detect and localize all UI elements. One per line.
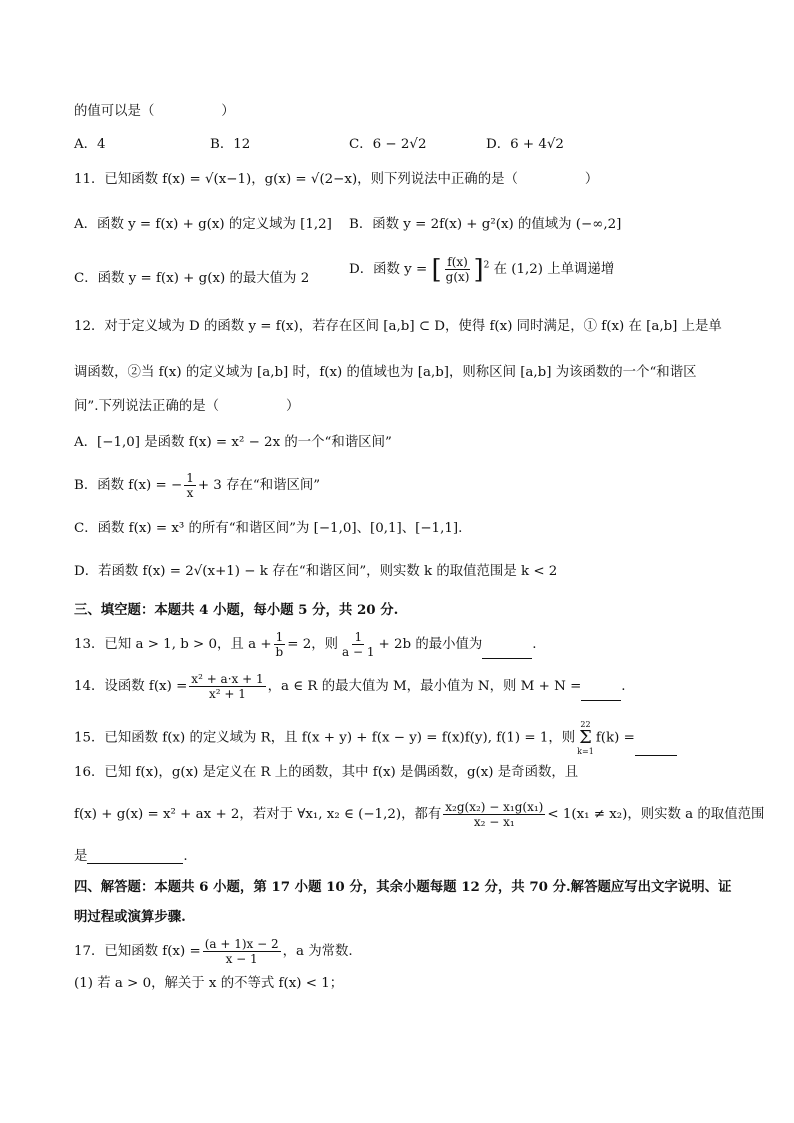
q13-fraction-1 [274, 630, 286, 659]
q11-d-suffix: 在 (1,2) 上单调递增 [493, 262, 615, 277]
q16-answer-blank[interactable] [87, 863, 183, 864]
q14-prefix: 14．设函数 f(x) = [74, 679, 188, 694]
q17-denominator: x − 1 [225, 952, 258, 966]
q16-prefix: f(x) + g(x) = x² + ax + 2，若对于 ∀x₁, x₂ ∈ (−1,2)，都有 [74, 807, 442, 822]
q11-option-c: C．函数 y = f(x) + g(x) 的最大值为 2 [74, 271, 310, 286]
q14: 14．设函数 f(x) = $\frac{\text{x² + a·x + 1}}{\text{x² + 1}}$ ，a ∈ R 的最大值为 M，最小值为 N，则 M + N = . [74, 672, 626, 701]
q16-line3: 是 . [74, 849, 188, 864]
q13-middle: = 2，则 [287, 637, 339, 652]
q11-d-fraction [444, 255, 472, 284]
q17-numerator: (a + 1)x − 2 [204, 937, 279, 951]
q14-numerator: x² + a·x + 1 [191, 672, 264, 686]
q12-b-denominator: x [186, 486, 194, 500]
q16-line3-text: 是 [74, 849, 88, 864]
q12-b-suffix: + 3 存在“和谐区间” [197, 478, 321, 493]
q14-fraction [189, 672, 265, 701]
q12-option-b [74, 471, 320, 500]
q17-suffix: ，a 为常数. [282, 944, 353, 959]
q12-line2: 调函数，②当 f(x) 的定义域为 [a,b] 时，f(x) 的值域也为 [a,b]，则称区间 [a,b] 为该函数的一个“和谐区 [74, 365, 697, 380]
q13-prefix: 13．已知 a > 1, b > 0，且 a + [74, 637, 272, 652]
q14-denominator: x² + 1 [209, 687, 246, 701]
q17-prefix: 17．已知函数 f(x) = [74, 944, 201, 959]
left-bracket: [ [431, 254, 442, 285]
q10-option-d: D．6 + 4√2 [486, 137, 564, 152]
q13-f2-numerator: 1 [354, 630, 363, 644]
q15 [74, 720, 677, 756]
q11-d-numerator: f(x) [447, 255, 468, 269]
section-3-heading: 三、填空题：本题共 4 小题，每小题 5 分，共 20 分. [74, 602, 399, 618]
right-bracket: ] [473, 254, 484, 285]
q11-stem: 11．已知函数 f(x) = √(x−1)，g(x) = √(2−x)，则下列说法中正确的是（ ） [74, 172, 599, 187]
q17-part1: (1) 若 a > 0，解关于 x 的不等式 f(x) < 1； [74, 976, 344, 991]
q16-line2 [74, 800, 764, 829]
q13-f2-denominator: a − 1 [342, 645, 375, 659]
section-4-heading-line1: 四、解答题：本题共 6 小题，第 17 小题 10 分，其余小题每题 12 分，共 70 分.解答题应写出文字说明、证 [74, 879, 732, 895]
q15-suffix: f(k) = [595, 730, 635, 746]
q12-option-c: C．函数 f(x) = x³ 的所有“和谐区间”为 [−1,0]、[0,1]、[−1,1]. [74, 521, 463, 536]
q11-option-a: A．函数 y = f(x) + g(x) 的定义域为 [1,2] [74, 217, 332, 232]
q12-line1: 12．对于定义域为 D 的函数 y = f(x)，若存在区间 [a,b] ⊂ D，使得 f(x) 同时满足，① f(x) 在 [a,b] 上是单 [74, 319, 722, 334]
q12-b-numerator: 1 [186, 471, 194, 485]
q16-suffix: < 1(x₁ ≠ x₂)，则实数 a 的取值范围 [547, 807, 765, 822]
q13-f1-denominator: b [275, 645, 284, 659]
q15-sum-upper: 22 [580, 720, 591, 729]
summation-icon [577, 720, 594, 756]
q14-suffix: ，a ∈ R 的最大值为 M，最小值为 N，则 M + N = [267, 679, 582, 694]
q15-prefix: 15．已知函数 f(x) 的定义域为 R，且 f(x + y) + f(x − y) = f(x)f(y), f(1) = 1，则 [74, 730, 576, 746]
q12-option-a: A．[−1,0] 是函数 f(x) = x² − 2x 的一个“和谐区间” [74, 435, 392, 450]
q13-suffix: + 2b 的最小值为 [378, 637, 483, 652]
sigma-glyph: Σ [579, 727, 592, 748]
q10-tail: 的值可以是（ ） [74, 104, 235, 119]
q12-b-prefix: B．函数 f(x) = − [74, 478, 183, 493]
q14-answer-blank[interactable] [581, 700, 621, 701]
q13-fraction-2 [340, 630, 376, 659]
q13-answer-blank[interactable] [482, 658, 532, 659]
q17-stem [74, 937, 353, 966]
q16-numerator: x₂g(x₂) − x₁g(x₁) [445, 800, 544, 814]
q13-f1-numerator: 1 [275, 630, 284, 644]
q16-denominator: x₂ − x₁ [473, 815, 515, 829]
q12-b-fraction [184, 471, 196, 500]
q10-option-c: C．6 − 2√2 [349, 137, 427, 152]
q12-option-d: D．若函数 f(x) = 2√(x+1) − k 存在“和谐区间”，则实数 k 的取值范围是 k < 2 [74, 564, 558, 579]
q11-option-d [349, 255, 614, 284]
q11-d-denominator: g(x) [445, 270, 470, 284]
square-exponent: 2 [483, 260, 490, 271]
section-4-heading-line2: 明过程或演算步骤. [74, 909, 186, 925]
q15-answer-blank[interactable] [635, 755, 677, 756]
q17-fraction [203, 937, 281, 966]
q11-d-prefix: D．函数 y = [349, 262, 428, 277]
q12-line3: 间”.下列说法正确的是（ ） [74, 399, 300, 414]
q15-sum-lower: k=1 [577, 747, 594, 756]
q11-option-b: B．函数 y = 2f(x) + g²(x) 的值域为 (−∞,2] [349, 217, 622, 232]
q16-fraction [443, 800, 545, 829]
q13: 13．已知 a > 1, b > 0，且 a + $\frac{1}{b}$ = 2，则 $\frac{1}{a - 1}$ + 2b 的最小值为 . [74, 630, 537, 659]
q10-option-b: B．12 [210, 137, 251, 152]
q16-line1: 16．已知 f(x)，g(x) 是定义在 R 上的函数，其中 f(x) 是偶函数，g(x) 是奇函数，且 [74, 765, 579, 780]
q10-option-a: A．4 [74, 137, 106, 152]
